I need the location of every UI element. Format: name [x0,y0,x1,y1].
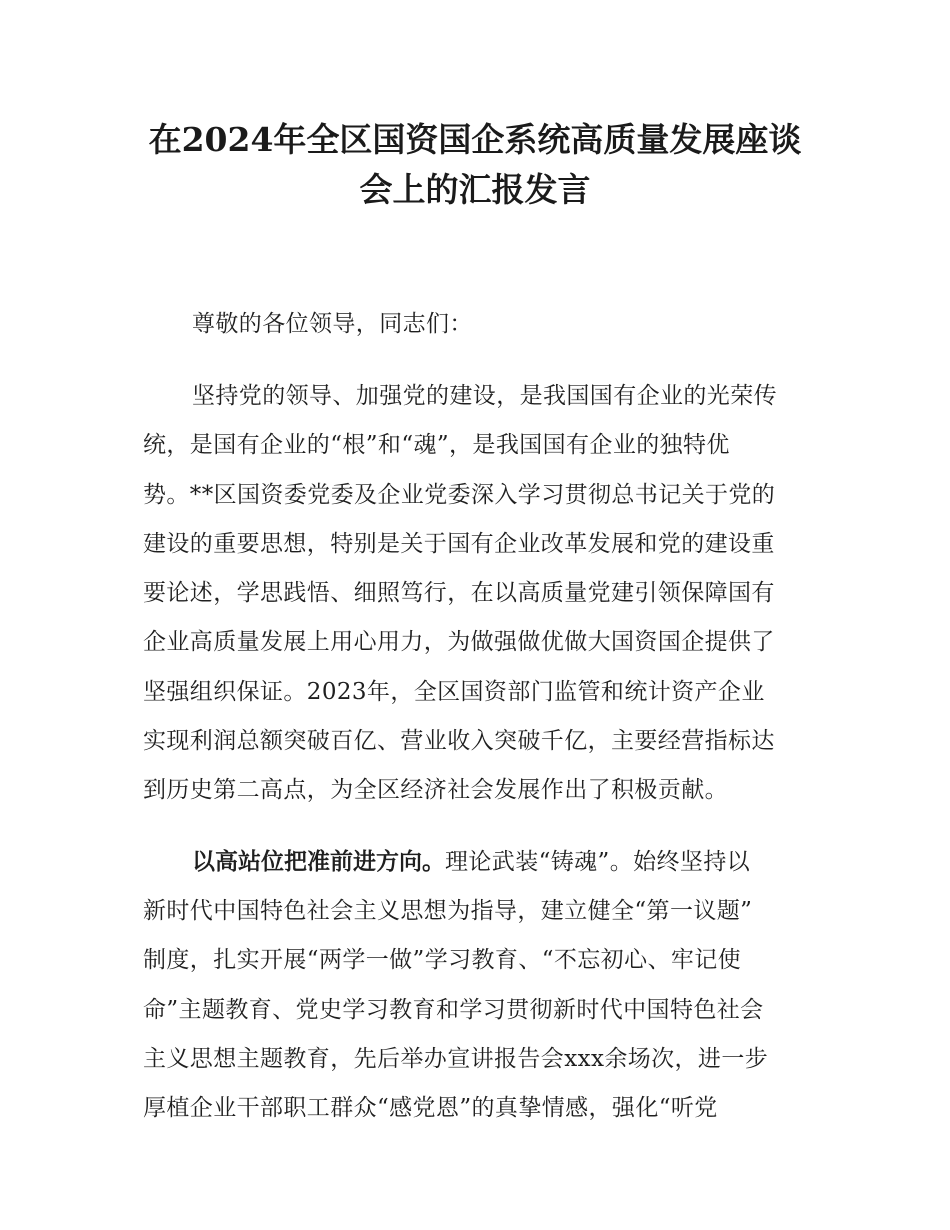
document-body [143,300,811,1133]
paragraph-1-line: 坚持党的领导、加强党的建设，是我国国有企业的光荣传 [192,383,777,409]
title-line-1: 在2024年全区国资国企系统高质量发展座谈 [148,120,802,159]
paragraph-2-first-line-text: 理论武装“铸魂”。始终坚持以 [445,848,751,875]
paragraph-1-line: 势。**区国资委党委及企业党委深入学习贯彻总书记关于党的 [143,481,776,508]
paragraph-1-line: 坚强组织保证。2023年，全区国资部门监管和统计资产企业 [143,678,765,705]
paragraph-1-line: 建设的重要思想，特别是关于国有企业改革发展和党的建设重 [143,530,775,557]
paragraph-2-line: 命”主题教育、党史学习教育和学习贯彻新时代中国特色社会 [143,996,764,1023]
paragraph-2-line: 主义思想主题教育，先后举办宣讲报告会xxx余场次，进一步 [143,1045,769,1072]
paragraph-1-line: 实现利润总额突破百亿、营业收入突破千亿，主要经营指标达 [143,728,775,755]
paragraph-2 [143,838,811,1134]
paragraph-1-line: 企业高质量发展上用心用力，为做强做优做大国资国企提供了 [143,629,775,656]
salutation: 尊敬的各位领导，同志们： [192,311,473,337]
paragraph-2-line: 厚植企业干部职工群众“感党恩”的真挚情感，强化“听党 [143,1095,718,1122]
paragraph-2-line: 新时代中国特色社会主义思想为指导，建立健全“第一议题” [143,897,753,924]
paragraph-2-first-line [143,838,811,887]
document-title [120,115,830,215]
paragraph-1 [143,372,811,816]
paragraph-2-line: 制度，扎实开展“两学一做”学习教育、“不忘初心、牢记使 [143,947,742,974]
paragraph-1-line: 到历史第二高点，为全区经济社会发展作出了积极贡献。 [143,777,728,804]
section-heading: 以高站位把准前进方向。 [192,848,445,875]
title-line-2: 会上的汇报发言 [359,170,591,209]
paragraph-1-line: 要论述，学思践悟、细照笃行，在以高质量党建引领保障国有 [143,580,775,607]
paragraph-1-line: 统，是国有企业的“根”和“魂”，是我国国有企业的独特优 [143,432,730,459]
